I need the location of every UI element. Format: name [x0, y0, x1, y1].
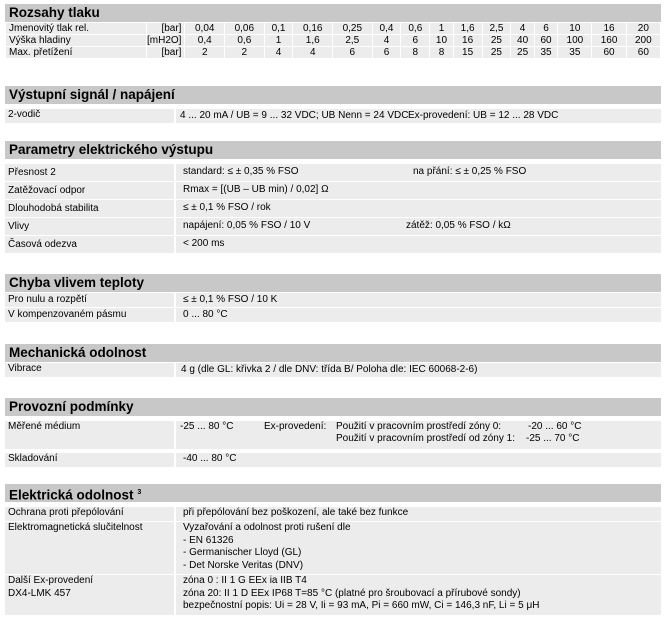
range-value: 0,06	[225, 23, 265, 35]
table-row	[5, 200, 661, 218]
range-value: 2	[225, 47, 265, 59]
range-value: 10	[558, 23, 592, 35]
section-title: Provozní podmínky	[5, 398, 661, 416]
section-title	[5, 484, 661, 502]
value-primary: < 200 ms	[183, 238, 225, 249]
range-value: 1	[264, 35, 293, 47]
row-label: Jmenovitý tlak rel.	[6, 23, 147, 35]
row-unit: [mH2O]	[147, 35, 185, 47]
section-title: Parametry elektrického výstupu	[5, 141, 661, 159]
range-value: 0,4	[372, 23, 401, 35]
range-value: 1,6	[453, 23, 482, 35]
zone1-temp: -25 ... 70 °C	[526, 433, 580, 444]
pressure-table	[5, 22, 661, 59]
range-value: 35	[534, 47, 557, 59]
range-value: 16	[453, 35, 482, 47]
range-value: 6	[333, 47, 373, 59]
row-label: Max. přetížení	[6, 47, 147, 59]
table-row	[6, 23, 661, 35]
row-label: Měřené médium	[5, 421, 176, 449]
row-label: 2-vodič	[5, 109, 176, 123]
table-row	[6, 47, 661, 59]
section-output-signal	[5, 86, 661, 124]
section-pressure-ranges	[5, 4, 661, 59]
row-label: Ochrana proti přepólování	[5, 507, 176, 521]
row-unit: [bar]	[147, 47, 185, 59]
row-label: V kompenzovaném pásmu	[5, 308, 176, 322]
row-label	[5, 575, 176, 615]
row-value: 0 ... 80 °C	[183, 309, 228, 320]
range-value: 35	[558, 47, 592, 59]
range-value: 0,6	[401, 23, 430, 35]
range-value: 60	[534, 35, 557, 47]
range-value: 4	[372, 35, 401, 47]
section-title-text: Elektrická odolnost	[9, 487, 134, 503]
table-row	[5, 164, 661, 182]
range-value: 4	[511, 23, 534, 35]
section-electrical-resistance	[5, 484, 661, 616]
table-row	[5, 421, 661, 450]
range-value: 6	[401, 35, 430, 47]
row-label: Přesnost 2	[5, 164, 176, 181]
row-value: 4 g (dle GL: křivka 2 / dle DNV: třída B/ Poloha dle: IEC 60068-2-6)	[181, 364, 478, 375]
range-value: 25	[482, 35, 511, 47]
row-label: Časová odezva	[5, 236, 176, 253]
row-value	[176, 200, 661, 217]
range-value: 15	[453, 47, 482, 59]
row-label: Elektromagnetická slučitelnost	[5, 522, 176, 574]
supply-value: 4 ... 20 mA / UB = 9 ... 32 VDC; UB Nenn = 24 VDC	[180, 110, 409, 121]
table-row	[5, 109, 661, 124]
table-row	[5, 575, 661, 616]
range-value: 1,6	[293, 35, 333, 47]
range-value: 0,4	[185, 35, 225, 47]
table-row	[5, 363, 661, 378]
row-value: ≤ ± 0,1 % FSO / 10 K	[183, 294, 278, 305]
value-secondary: na přání: ≤ ± 0,25 % FSO	[413, 166, 527, 177]
range-value: 40	[511, 35, 534, 47]
row-label: Pro nulu a rozpětí	[5, 293, 176, 307]
section-operating-conditions	[5, 398, 661, 468]
range-value: 25	[482, 47, 511, 59]
zone1-label: Použití v pracovním prostředí od zóny 1:	[336, 433, 515, 444]
section-title: Výstupní signál / napájení	[5, 86, 661, 104]
table-row	[5, 453, 661, 468]
zone0-temp: -20 ... 60 °C	[528, 421, 582, 432]
table-row	[5, 293, 661, 308]
section-mechanical	[5, 344, 661, 378]
row-value	[176, 218, 661, 235]
range-value: 6	[372, 47, 401, 59]
medium-temp: -25 ... 80 °C	[180, 421, 234, 432]
row-label-line: DX4-LMK 457	[8, 587, 71, 599]
row-value	[176, 164, 661, 181]
range-value: 100	[558, 35, 592, 47]
table-row	[5, 522, 661, 575]
value-primary: standard: ≤ ± 0,35 % FSO	[183, 166, 299, 177]
range-value: 25	[511, 47, 534, 59]
section-temperature-error	[5, 274, 661, 323]
row-label: Vlivy	[5, 218, 176, 235]
range-value: 8	[430, 47, 453, 59]
ex-line: zóna 0 : II 1 G EEx ia IIB T4	[183, 575, 307, 586]
row-value	[176, 575, 661, 615]
row-label-line: Další Ex-provedení	[8, 575, 94, 586]
table-row	[5, 182, 661, 200]
emc-line: Vyzařování a odolnost proti rušení dle	[183, 522, 351, 533]
value-primary: Rmax = [(UB – UB min) / 0,02] Ω	[183, 184, 329, 195]
range-value: 10	[430, 35, 453, 47]
range-value: 60	[592, 47, 626, 59]
section-title: Chyba vlivem teploty	[5, 274, 661, 292]
row-label: Zatěžovací odpor	[5, 182, 176, 199]
row-value: při přepólování bez poškození, ale také bez funkce	[183, 507, 409, 518]
range-value: 160	[592, 35, 626, 47]
range-value: 2	[185, 47, 225, 59]
value-primary: napájení: 0,05 % FSO / 10 V	[183, 220, 311, 231]
value-secondary: zátěž: 0,05 % FSO / kΩ	[406, 220, 511, 231]
row-value	[176, 182, 661, 199]
range-value: 4	[293, 47, 333, 59]
range-value: 0,6	[225, 35, 265, 47]
row-label: Výška hladiny	[6, 35, 147, 47]
range-value: 20	[626, 23, 660, 35]
range-value: 0,1	[264, 23, 293, 35]
value-primary: ≤ ± 0,1 % FSO / rok	[183, 202, 271, 213]
range-value: 4	[264, 47, 293, 59]
section-title: Rozsahy tlaku	[5, 4, 661, 22]
range-value: 60	[626, 47, 660, 59]
emc-line: - Det Norske Veritas (DNV)	[183, 559, 304, 571]
emc-line: - Germanischer Lloyd (GL)	[183, 547, 302, 558]
row-unit: [bar]	[147, 23, 185, 35]
table-row	[5, 236, 661, 254]
range-value: 6	[534, 23, 557, 35]
table-row	[6, 35, 661, 47]
row-value	[176, 109, 661, 123]
row-value	[176, 421, 661, 449]
ex-supply-value: Ex-provedení: UB = 12 ... 28 VDC	[408, 110, 559, 121]
table-row	[5, 507, 661, 522]
range-value: 2,5	[482, 23, 511, 35]
range-value: 200	[626, 35, 660, 47]
ex-line: bezpečnostní popis: Ui = 28 V, Ii = 93 mA, Pi = 660 mW, Ci = 146,3 nF, Li = 5 μH	[183, 600, 540, 611]
zone0-label: Použití v pracovním prostředí zóny 0:	[336, 421, 502, 432]
row-value: -40 ... 80 °C	[183, 453, 237, 464]
emc-line: - EN 61326	[183, 534, 234, 546]
range-value: 1	[430, 23, 453, 35]
ex-line: zóna 20: II 1 D EEx IP68 T=85 °C (platné pro šroubovací a přírubové sondy)	[183, 587, 521, 599]
range-value: 0,25	[333, 23, 373, 35]
range-value: 8	[401, 47, 430, 59]
row-label: Dlouhodobá stabilita	[5, 200, 176, 217]
row-label: Skladování	[5, 453, 176, 467]
table-row	[5, 308, 661, 323]
row-value	[176, 236, 661, 253]
row-value	[176, 522, 661, 574]
row-label: Vibrace	[5, 363, 176, 377]
range-value: 2,5	[333, 35, 373, 47]
footnote-ref: 3	[137, 489, 142, 496]
table-row	[5, 218, 661, 236]
range-value: 16	[592, 23, 626, 35]
range-value: 0,16	[293, 23, 333, 35]
section-title: Mechanická odolnost	[5, 344, 661, 362]
section-electrical-output	[5, 141, 661, 254]
range-value: 0,04	[185, 23, 225, 35]
ex-label: Ex-provedení:	[264, 421, 327, 432]
